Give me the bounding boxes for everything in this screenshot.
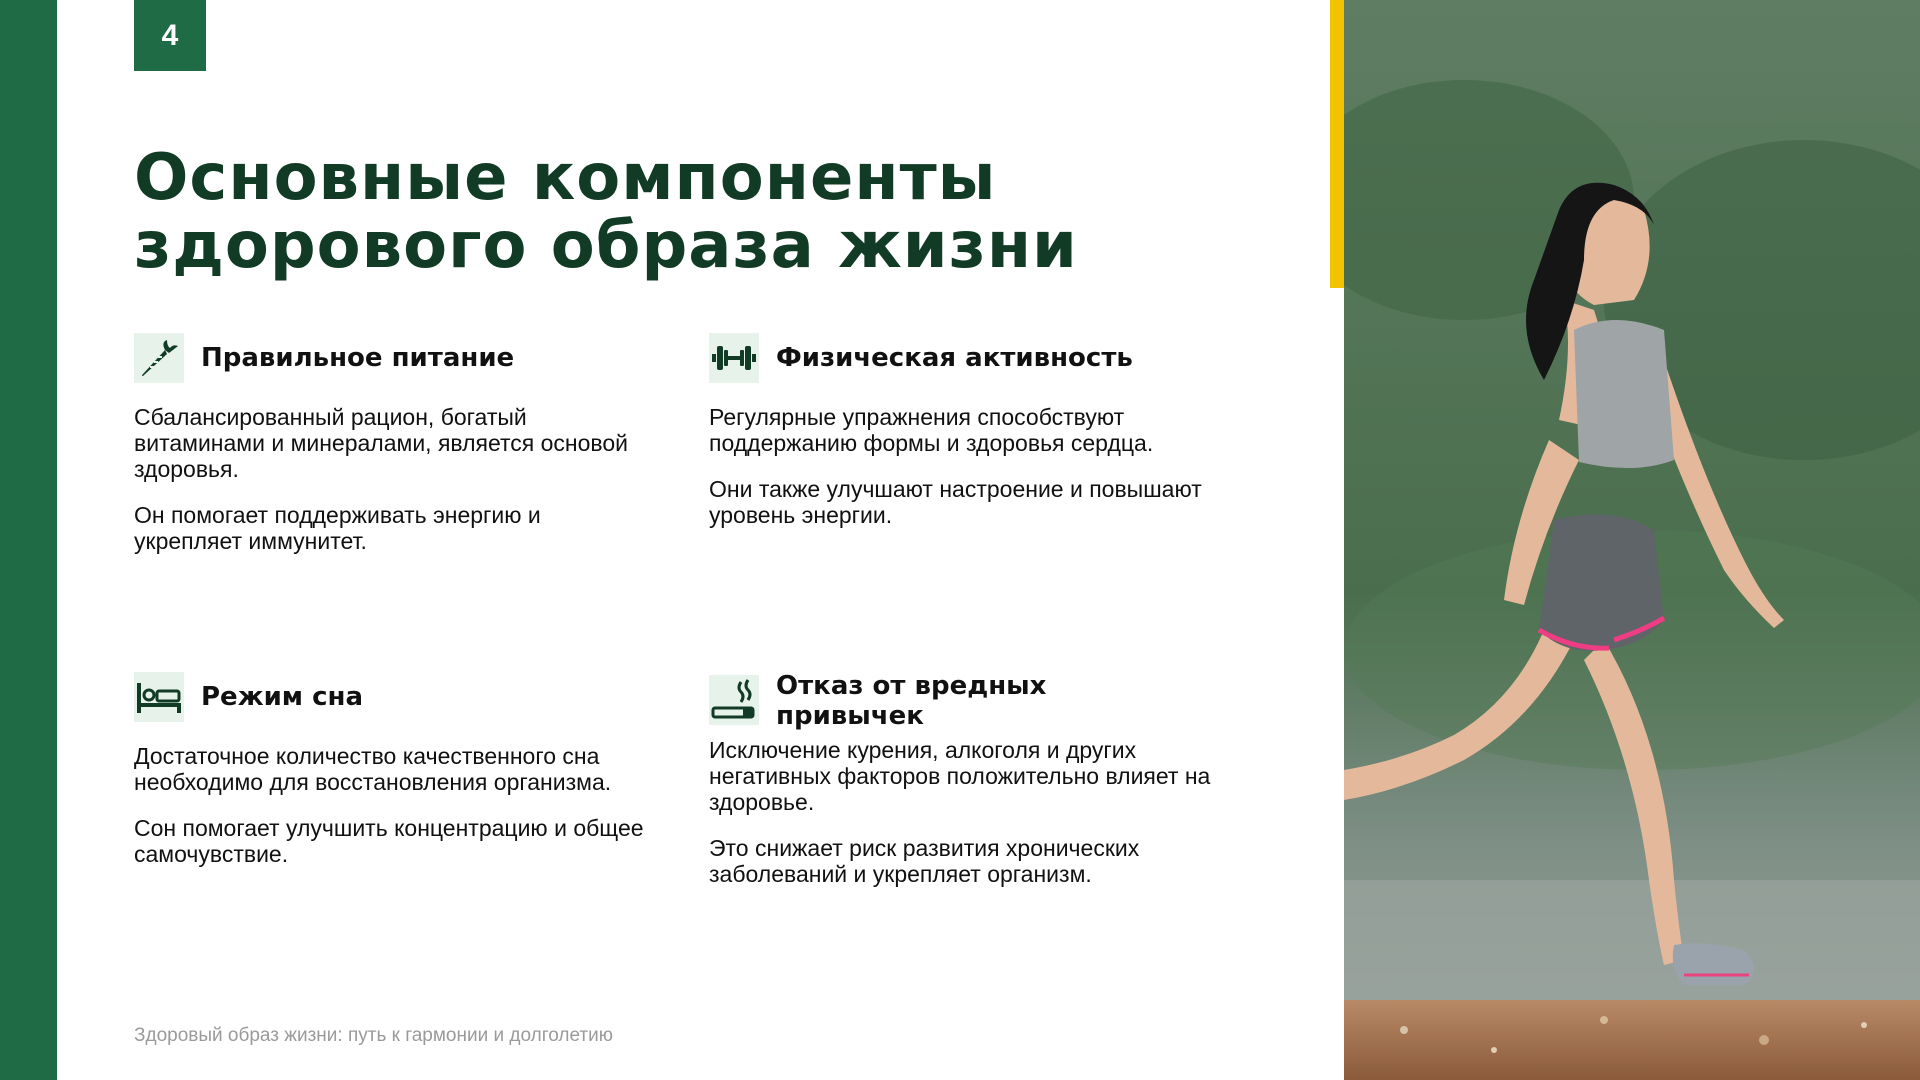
carrot-icon	[134, 333, 184, 383]
card-paragraph: Достаточное количество качественного сна необходимо для восстановления организма.	[134, 743, 612, 795]
card-activity	[709, 332, 1229, 528]
card-paragraph: Регулярные упражнения способствуют поддержанию формы и здоровья сердца.	[709, 404, 1154, 456]
card-header	[709, 671, 1229, 731]
card-paragraph: Исключение курения, алкоголя и других негативных факторов положительно влияет на здоровье.	[709, 737, 1211, 815]
accent-bar	[1330, 0, 1344, 288]
card-title: Правильное питание	[201, 343, 515, 373]
footer-caption: Здоровый образ жизни: путь к гармонии и долголетию	[134, 1025, 613, 1046]
card-header	[134, 332, 654, 384]
cigarette-icon	[709, 675, 759, 725]
page-number-badge: 4	[134, 0, 206, 71]
slide-title	[134, 141, 1284, 283]
running-woman-photo	[1344, 0, 1920, 1080]
title-line-2: здорового образа жизни	[134, 209, 1078, 283]
card-title: Режим сна	[201, 682, 364, 712]
card-sleep	[134, 671, 654, 867]
card-paragraph: Сбалансированный рацион, богатый витаминами и минералами, является основой здоровья.	[134, 404, 629, 482]
left-brand-bar	[0, 0, 57, 1080]
card-header	[709, 332, 1229, 384]
card-paragraph: Он помогает поддерживать энергию и укрепляет иммунитет.	[134, 502, 541, 554]
card-title: Отказ от вредных привычек	[776, 671, 1047, 731]
card-paragraph: Сон помогает улучшить концентрацию и общее самочувствие.	[134, 815, 644, 867]
card-habits	[709, 671, 1229, 887]
title-line-1: Основные компоненты	[134, 141, 997, 215]
card-paragraph: Они также улучшают настроение и повышают уровень энергии.	[709, 476, 1202, 528]
card-header	[134, 671, 654, 723]
dumbbell-icon	[709, 333, 759, 383]
card-nutrition	[134, 332, 654, 554]
bed-icon	[134, 672, 184, 722]
card-paragraph: Это снижает риск развития хронических заболеваний и укрепляет организм.	[709, 835, 1140, 887]
card-title: Физическая активность	[776, 343, 1133, 373]
